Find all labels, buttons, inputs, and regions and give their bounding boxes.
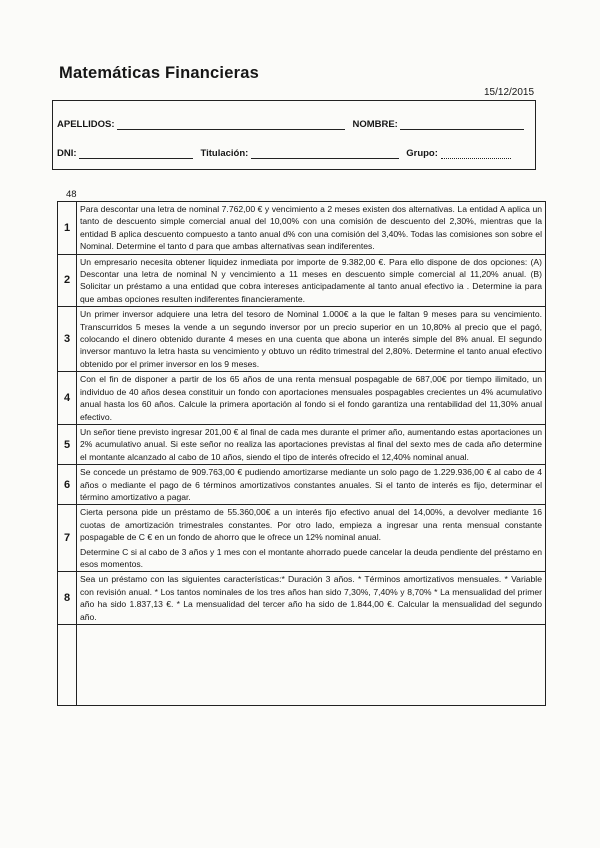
row-details [57,148,511,159]
question-text-block [77,505,546,572]
grupo-field[interactable] [441,149,511,159]
apellidos-label: APELLIDOS: [57,119,115,130]
titulacion-label: Titulación: [200,148,249,159]
question-number: 6 [58,465,77,505]
grupo-label: Grupo: [406,148,438,159]
empty-answer-cell[interactable] [77,625,546,706]
row-names [57,119,524,130]
question-text-continued: Determine C si al cabo de 3 años y 1 mes con el montante ahorrado puede cancelar la deuda pendiente del préstamo en esos momentos. [80,546,542,569]
dni-field[interactable] [79,149,193,159]
question-number: 4 [58,372,77,425]
question-row [58,254,546,307]
titulacion-field[interactable] [251,149,399,159]
question-row [58,572,546,625]
question-text: Para descontar una letra de nominal 7.762,00 € y vencimiento a 2 meses existen dos alternativas. La entidad A aplica un tanto de descuento simple comercial anual del 10,00% con una comisión de descuento del 2,30%, mientras que la entidad B aplica descuento compuesto a tanto anual d% con una comisión del 3,40%. Todas las comisiones son sobre el Nominal. Determine el tanto d para que ambas alternativas sean indiferentes. [77,202,546,255]
questions-table [57,201,546,706]
question-text: Sea un préstamo con las siguientes características:* Duración 3 años. * Términos amortizativos mensuales. * Variable con revisión anual. * Los tantos nominales de los tres años han sido 7,30%, 7,40% y 8,70% * La mensualidad del primer año ha sido 1.837,13 €. * La mensualidad del tercer año ha sido de 1.844,00 €. Calcular la mensualidad del segundo año. [77,572,546,625]
apellidos-field[interactable] [117,120,345,130]
exam-title: Matemáticas Financieras [59,64,259,82]
dni-label: DNI: [57,148,77,159]
question-text: Un señor tiene previsto ingresar 201,00 € al final de cada mes durante el primer año, aumentando estas aportaciones un 2% acumulativo anual. Si este señor no realiza las aportaciones previstas al final del sexto mes de cada año determine el montante alcanzado al cabo de 10 años, siendo el tipo de interés ofrecido el 12,40% nominal anual. [77,424,546,464]
exam-date: 15/12/2015 [484,87,535,98]
question-text: Se concede un préstamo de 909.763,00 € pudiendo amortizarse mediante un solo pago de 1.229.936,00 € al cabo de 4 años o mediante el pago de 6 términos amortizativos constantes anuales. Si el tanto de interés es fijo, determinar el término amortizativo a pagar. [77,465,546,505]
nombre-field[interactable] [400,120,524,130]
question-number: 8 [58,572,77,625]
question-number: 3 [58,307,77,372]
question-text: Con el fin de disponer a partir de los 65 años de una renta mensual pospagable de 687,00€ por tiempo ilimitado, un individuo de 40 años desea constituir un fondo con aportaciones mensuales pospagables crecientes un 4% acumulativo anual hasta los 60 años. Calcule la primera aportación al fondo si el fondo garantiza una rentabilidad del 11,30% anual efectivo. [77,372,546,425]
question-row [58,307,546,372]
question-row [58,202,546,255]
question-row [58,505,546,572]
score-note: 48 [66,189,77,200]
question-number: 1 [58,202,77,255]
nombre-label: NOMBRE: [352,119,398,130]
question-text: Un empresario necesita obtener liquidez inmediata por importe de 9.382,00 €. Para ello dispone de dos opciones: (A) Descontar una letra de nominal N y vencimiento a 11 meses en descuento simple comercial al 11,20% anual. (B) Solicitar un préstamo a una entidad que cobra intereses anticipadamente al tanto anual efectivo ia . Determine ia para que ambas opciones resulten indiferentes financieramente. [77,254,546,307]
question-row [58,372,546,425]
question-text: Un primer inversor adquiere una letra del tesoro de Nominal 1.000€ a la que le faltan 9 meses para su vencimiento. Transcurridos 5 meses la vende a un segundo inversor por un precio superior en un 10,80% al precio que el pagó, colocando el dinero obtenido durante 4 meses en una cuenta que abona un interés simple del 8% anual. El segundo inversor mantuvo la letra hasta su vencimiento y obtuvo un rédito trimestral del 2,80%. Determine el tanto anual efectivo obtenido por el primer inversor en los 9 meses. [77,307,546,372]
question-number: 5 [58,424,77,464]
question-number: 7 [58,505,77,572]
question-text: Cierta persona pide un préstamo de 55.360,00€ a un interés fijo efectivo anual del 14,00%, a devolver mediante 16 cuotas de amortización trimestrales constantes. Por otro lado, empieza a ingresar una renta mensual constante pospagable de C € en un fondo de ahorro que le ofrece un 12% nominal anual. [80,507,542,543]
question-row [58,424,546,464]
question-row [58,465,546,505]
question-number: 2 [58,254,77,307]
empty-number-cell [58,625,77,706]
student-identification-box [52,100,536,170]
empty-answer-row [58,625,546,706]
